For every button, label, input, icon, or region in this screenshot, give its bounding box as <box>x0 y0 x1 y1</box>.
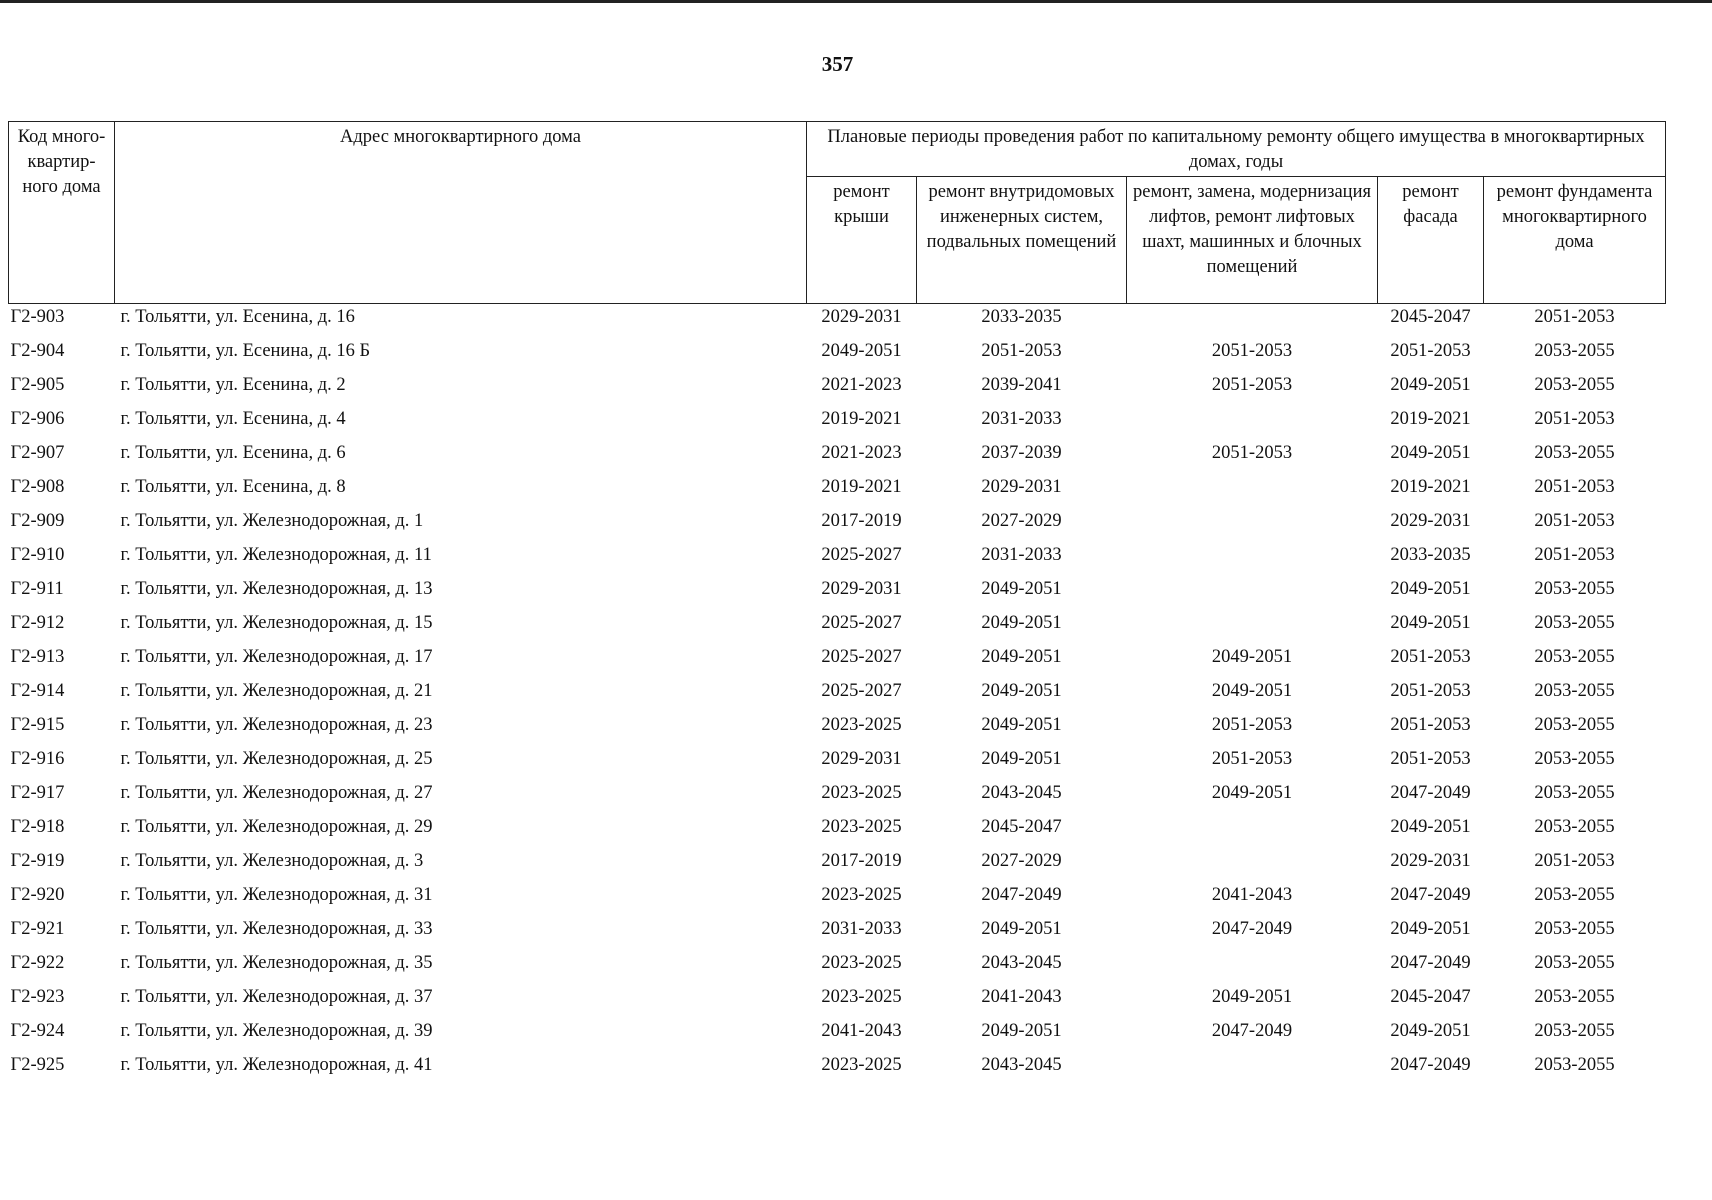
address-cell: г. Тольятти, ул. Железнодорожная, д. 41 <box>120 1055 433 1075</box>
address-cell: г. Тольятти, ул. Есенина, д. 8 <box>120 477 346 497</box>
foundation-period-cell: 2053-2055 <box>1534 749 1615 769</box>
foundation-period-cell: 2053-2055 <box>1534 375 1615 395</box>
facade-period-cell: 2045-2047 <box>1390 307 1471 327</box>
house-code-cell: Г2-905 <box>10 375 65 395</box>
facade-period-cell: 2049-2051 <box>1390 919 1471 939</box>
engineering-period-cell: 2049-2051 <box>981 919 1062 939</box>
elevator-period-cell <box>1127 407 1378 441</box>
facade-period-cell: 2051-2053 <box>1390 647 1471 667</box>
engineering-period-cell: 2049-2051 <box>981 613 1062 633</box>
house-code-cell: Г2-917 <box>10 783 65 803</box>
facade-period-cell: 2047-2049 <box>1390 953 1471 973</box>
facade-period-cell: 2029-2031 <box>1390 511 1471 531</box>
elevator-period-cell: 2051-2053 <box>1211 375 1293 395</box>
facade-period-cell: 2047-2049 <box>1390 885 1471 905</box>
header-foundation: ремонт фундамента многоквартирного дома <box>1484 177 1666 304</box>
roof-period-cell: 2025-2027 <box>821 647 902 667</box>
roof-period-cell: 2019-2021 <box>821 477 902 497</box>
roof-period-cell: 2023-2025 <box>821 953 902 973</box>
roof-period-cell: 2017-2019 <box>821 851 902 871</box>
elevator-period-cell: 2049-2051 <box>1211 681 1293 701</box>
engineering-period-cell: 2047-2049 <box>981 885 1062 905</box>
foundation-period-cell: 2051-2053 <box>1534 851 1615 871</box>
house-code-cell: Г2-920 <box>10 885 65 905</box>
foundation-period-cell: 2053-2055 <box>1534 681 1615 701</box>
engineering-period-cell: 2043-2045 <box>981 783 1062 803</box>
table-row <box>9 815 1666 849</box>
table-row <box>9 849 1666 883</box>
facade-period-cell: 2047-2049 <box>1390 783 1471 803</box>
table-row <box>9 645 1666 679</box>
foundation-period-cell: 2053-2055 <box>1534 953 1615 973</box>
foundation-period-cell: 2053-2055 <box>1534 715 1615 735</box>
house-code-cell: Г2-910 <box>10 545 65 565</box>
address-cell: г. Тольятти, ул. Железнодорожная, д. 37 <box>120 987 433 1007</box>
table-row <box>9 713 1666 747</box>
foundation-period-cell: 2053-2055 <box>1534 817 1615 837</box>
foundation-period-cell: 2053-2055 <box>1534 1055 1615 1075</box>
roof-period-cell: 2029-2031 <box>821 307 902 327</box>
engineering-period-cell: 2049-2051 <box>981 715 1062 735</box>
header-engineering: ремонт внутридомовых инженерных систем, подвальных помещений <box>917 177 1127 304</box>
roof-period-cell: 2023-2025 <box>821 1055 902 1075</box>
elevator-period-cell <box>1127 815 1378 849</box>
table-row <box>9 373 1666 407</box>
engineering-period-cell: 2043-2045 <box>981 953 1062 973</box>
elevator-period-cell <box>1127 1053 1378 1089</box>
house-code-cell: Г2-925 <box>10 1055 65 1075</box>
engineering-period-cell: 2049-2051 <box>981 1021 1062 1041</box>
table-row <box>9 577 1666 611</box>
facade-period-cell: 2019-2021 <box>1390 409 1471 429</box>
table-row <box>9 441 1666 475</box>
engineering-period-cell: 2031-2033 <box>981 409 1062 429</box>
foundation-period-cell: 2053-2055 <box>1534 443 1615 463</box>
house-code-cell: Г2-912 <box>10 613 65 633</box>
table-row <box>9 985 1666 1019</box>
table-row <box>9 883 1666 917</box>
foundation-period-cell: 2051-2053 <box>1534 307 1615 327</box>
repair-schedule-table <box>8 121 1666 1089</box>
address-cell: г. Тольятти, ул. Есенина, д. 16 <box>120 307 355 327</box>
address-cell: г. Тольятти, ул. Есенина, д. 6 <box>120 443 346 463</box>
table-row <box>9 304 1666 340</box>
top-rule <box>0 0 1712 3</box>
roof-period-cell: 2019-2021 <box>821 409 902 429</box>
roof-period-cell: 2021-2023 <box>821 375 902 395</box>
address-cell: г. Тольятти, ул. Железнодорожная, д. 11 <box>120 545 432 565</box>
engineering-period-cell: 2049-2051 <box>981 681 1062 701</box>
house-code-cell: Г2-907 <box>10 443 65 463</box>
facade-period-cell: 2049-2051 <box>1390 443 1471 463</box>
table-body <box>9 304 1666 1090</box>
roof-period-cell: 2023-2025 <box>821 885 902 905</box>
address-cell: г. Тольятти, ул. Железнодорожная, д. 13 <box>120 579 433 599</box>
facade-period-cell: 2047-2049 <box>1390 1055 1471 1075</box>
foundation-period-cell: 2053-2055 <box>1534 647 1615 667</box>
engineering-period-cell: 2049-2051 <box>981 579 1062 599</box>
roof-period-cell: 2031-2033 <box>821 919 902 939</box>
house-code-cell: Г2-923 <box>10 987 65 1007</box>
facade-period-cell: 2045-2047 <box>1390 987 1471 1007</box>
engineering-period-cell: 2033-2035 <box>981 307 1062 327</box>
facade-period-cell: 2019-2021 <box>1390 477 1471 497</box>
roof-period-cell: 2049-2051 <box>821 341 902 361</box>
house-code-cell: Г2-903 <box>10 307 65 327</box>
engineering-period-cell: 2027-2029 <box>981 851 1062 871</box>
roof-period-cell: 2023-2025 <box>821 817 902 837</box>
table-row <box>9 747 1666 781</box>
header-address: Адрес многоквартирного дома <box>115 122 807 304</box>
elevator-period-cell: 2047-2049 <box>1211 919 1293 939</box>
facade-period-cell: 2049-2051 <box>1390 375 1471 395</box>
house-code-cell: Г2-913 <box>10 647 65 667</box>
foundation-period-cell: 2053-2055 <box>1534 919 1615 939</box>
elevator-period-cell <box>1127 951 1378 985</box>
header-roof: ремонт крыши <box>807 177 917 304</box>
address-cell: г. Тольятти, ул. Железнодорожная, д. 21 <box>120 681 433 701</box>
engineering-period-cell: 2045-2047 <box>981 817 1062 837</box>
address-cell: г. Тольятти, ул. Железнодорожная, д. 1 <box>120 511 424 531</box>
facade-period-cell: 2051-2053 <box>1390 749 1471 769</box>
table-row <box>9 509 1666 543</box>
page-number: 357 <box>821 52 854 76</box>
roof-period-cell: 2017-2019 <box>821 511 902 531</box>
facade-period-cell: 2029-2031 <box>1390 851 1471 871</box>
roof-period-cell: 2023-2025 <box>821 783 902 803</box>
foundation-period-cell: 2051-2053 <box>1534 409 1615 429</box>
elevator-period-cell: 2041-2043 <box>1211 885 1293 905</box>
table-row <box>9 781 1666 815</box>
elevator-period-cell <box>1127 509 1378 543</box>
house-code-cell: Г2-916 <box>10 749 65 769</box>
facade-period-cell: 2049-2051 <box>1390 817 1471 837</box>
header-code: Код много-квартир-ного дома <box>9 122 115 304</box>
house-code-cell: Г2-904 <box>10 341 65 361</box>
table-row <box>9 339 1666 373</box>
house-code-cell: Г2-908 <box>10 477 65 497</box>
house-code-cell: Г2-906 <box>10 409 65 429</box>
house-code-cell: Г2-918 <box>10 817 65 837</box>
foundation-period-cell: 2051-2053 <box>1534 545 1615 565</box>
roof-period-cell: 2025-2027 <box>821 545 902 565</box>
facade-period-cell: 2049-2051 <box>1390 613 1471 633</box>
house-code-cell: Г2-922 <box>10 953 65 973</box>
elevator-period-cell <box>1127 577 1378 611</box>
elevator-period-cell <box>1127 304 1378 340</box>
elevator-period-cell <box>1127 611 1378 645</box>
engineering-period-cell: 2027-2029 <box>981 511 1062 531</box>
engineering-period-cell: 2049-2051 <box>981 647 1062 667</box>
address-cell: г. Тольятти, ул. Есенина, д. 2 <box>120 375 346 395</box>
engineering-period-cell: 2051-2053 <box>981 341 1062 361</box>
table-row <box>9 543 1666 577</box>
elevator-period-cell: 2047-2049 <box>1211 1021 1293 1041</box>
foundation-period-cell: 2053-2055 <box>1534 341 1615 361</box>
table-row <box>9 679 1666 713</box>
table-row <box>9 1053 1666 1089</box>
foundation-period-cell: 2051-2053 <box>1534 477 1615 497</box>
roof-period-cell: 2025-2027 <box>821 613 902 633</box>
roof-period-cell: 2041-2043 <box>821 1021 902 1041</box>
address-cell: г. Тольятти, ул. Железнодорожная, д. 39 <box>120 1021 433 1041</box>
elevator-period-cell: 2049-2051 <box>1211 987 1293 1007</box>
foundation-period-cell: 2053-2055 <box>1534 579 1615 599</box>
foundation-period-cell: 2051-2053 <box>1534 511 1615 531</box>
engineering-period-cell: 2029-2031 <box>981 477 1062 497</box>
foundation-period-cell: 2053-2055 <box>1534 783 1615 803</box>
engineering-period-cell: 2043-2045 <box>981 1055 1062 1075</box>
house-code-cell: Г2-924 <box>10 1021 65 1041</box>
header-periods: Плановые периоды проведения работ по капитальному ремонту общего имущества в многоквартирных домах, годы <box>807 122 1666 177</box>
foundation-period-cell: 2053-2055 <box>1534 987 1615 1007</box>
elevator-period-cell: 2049-2051 <box>1211 647 1293 667</box>
house-code-cell: Г2-919 <box>10 851 65 871</box>
roof-period-cell: 2029-2031 <box>821 749 902 769</box>
roof-period-cell: 2023-2025 <box>821 987 902 1007</box>
address-cell: г. Тольятти, ул. Железнодорожная, д. 23 <box>120 715 433 735</box>
facade-period-cell: 2049-2051 <box>1390 1021 1471 1041</box>
table-row <box>9 611 1666 645</box>
address-cell: г. Тольятти, ул. Железнодорожная, д. 17 <box>120 647 433 667</box>
elevator-period-cell: 2051-2053 <box>1211 443 1293 463</box>
elevator-period-cell <box>1127 475 1378 509</box>
house-code-cell: Г2-914 <box>10 681 65 701</box>
roof-period-cell: 2029-2031 <box>821 579 902 599</box>
elevator-period-cell: 2051-2053 <box>1211 715 1293 735</box>
table-row <box>9 917 1666 951</box>
table-row <box>9 951 1666 985</box>
header-elevators: ремонт, замена, модернизация лифтов, ремонт лифтовых шахт, машинных и блочных помещений <box>1127 177 1378 304</box>
facade-period-cell: 2051-2053 <box>1390 681 1471 701</box>
roof-period-cell: 2025-2027 <box>821 681 902 701</box>
address-cell: г. Тольятти, ул. Железнодорожная, д. 27 <box>120 783 433 803</box>
roof-period-cell: 2023-2025 <box>821 715 902 735</box>
address-cell: г. Тольятти, ул. Железнодорожная, д. 15 <box>120 613 433 633</box>
elevator-period-cell <box>1127 543 1378 577</box>
elevator-period-cell: 2051-2053 <box>1211 341 1293 361</box>
table-row <box>9 407 1666 441</box>
engineering-period-cell: 2049-2051 <box>981 749 1062 769</box>
address-cell: г. Тольятти, ул. Есенина, д. 4 <box>120 409 346 429</box>
elevator-period-cell: 2049-2051 <box>1211 783 1293 803</box>
house-code-cell: Г2-909 <box>10 511 65 531</box>
address-cell: г. Тольятти, ул. Железнодорожная, д. 35 <box>120 953 433 973</box>
engineering-period-cell: 2041-2043 <box>981 987 1062 1007</box>
engineering-period-cell: 2031-2033 <box>981 545 1062 565</box>
address-cell: г. Тольятти, ул. Железнодорожная, д. 29 <box>120 817 433 837</box>
roof-period-cell: 2021-2023 <box>821 443 902 463</box>
foundation-period-cell: 2053-2055 <box>1534 885 1615 905</box>
address-cell: г. Тольятти, ул. Железнодорожная, д. 31 <box>120 885 433 905</box>
elevator-period-cell <box>1127 849 1378 883</box>
address-cell: г. Тольятти, ул. Железнодорожная, д. 25 <box>120 749 433 769</box>
engineering-period-cell: 2037-2039 <box>981 443 1062 463</box>
foundation-period-cell: 2053-2055 <box>1534 613 1615 633</box>
elevator-period-cell: 2051-2053 <box>1211 749 1293 769</box>
house-code-cell: Г2-911 <box>10 579 64 599</box>
table-row <box>9 475 1666 509</box>
address-cell: г. Тольятти, ул. Железнодорожная, д. 3 <box>120 851 424 871</box>
house-code-cell: Г2-915 <box>10 715 65 735</box>
facade-period-cell: 2049-2051 <box>1390 579 1471 599</box>
address-cell: г. Тольятти, ул. Есенина, д. 16 Б <box>120 341 371 361</box>
facade-period-cell: 2051-2053 <box>1390 341 1471 361</box>
house-code-cell: Г2-921 <box>10 919 65 939</box>
table-row <box>9 1019 1666 1053</box>
facade-period-cell: 2033-2035 <box>1390 545 1471 565</box>
address-cell: г. Тольятти, ул. Железнодорожная, д. 33 <box>120 919 433 939</box>
facade-period-cell: 2051-2053 <box>1390 715 1471 735</box>
engineering-period-cell: 2039-2041 <box>981 375 1062 395</box>
foundation-period-cell: 2053-2055 <box>1534 1021 1615 1041</box>
header-facade: ремонт фасада <box>1378 177 1484 304</box>
